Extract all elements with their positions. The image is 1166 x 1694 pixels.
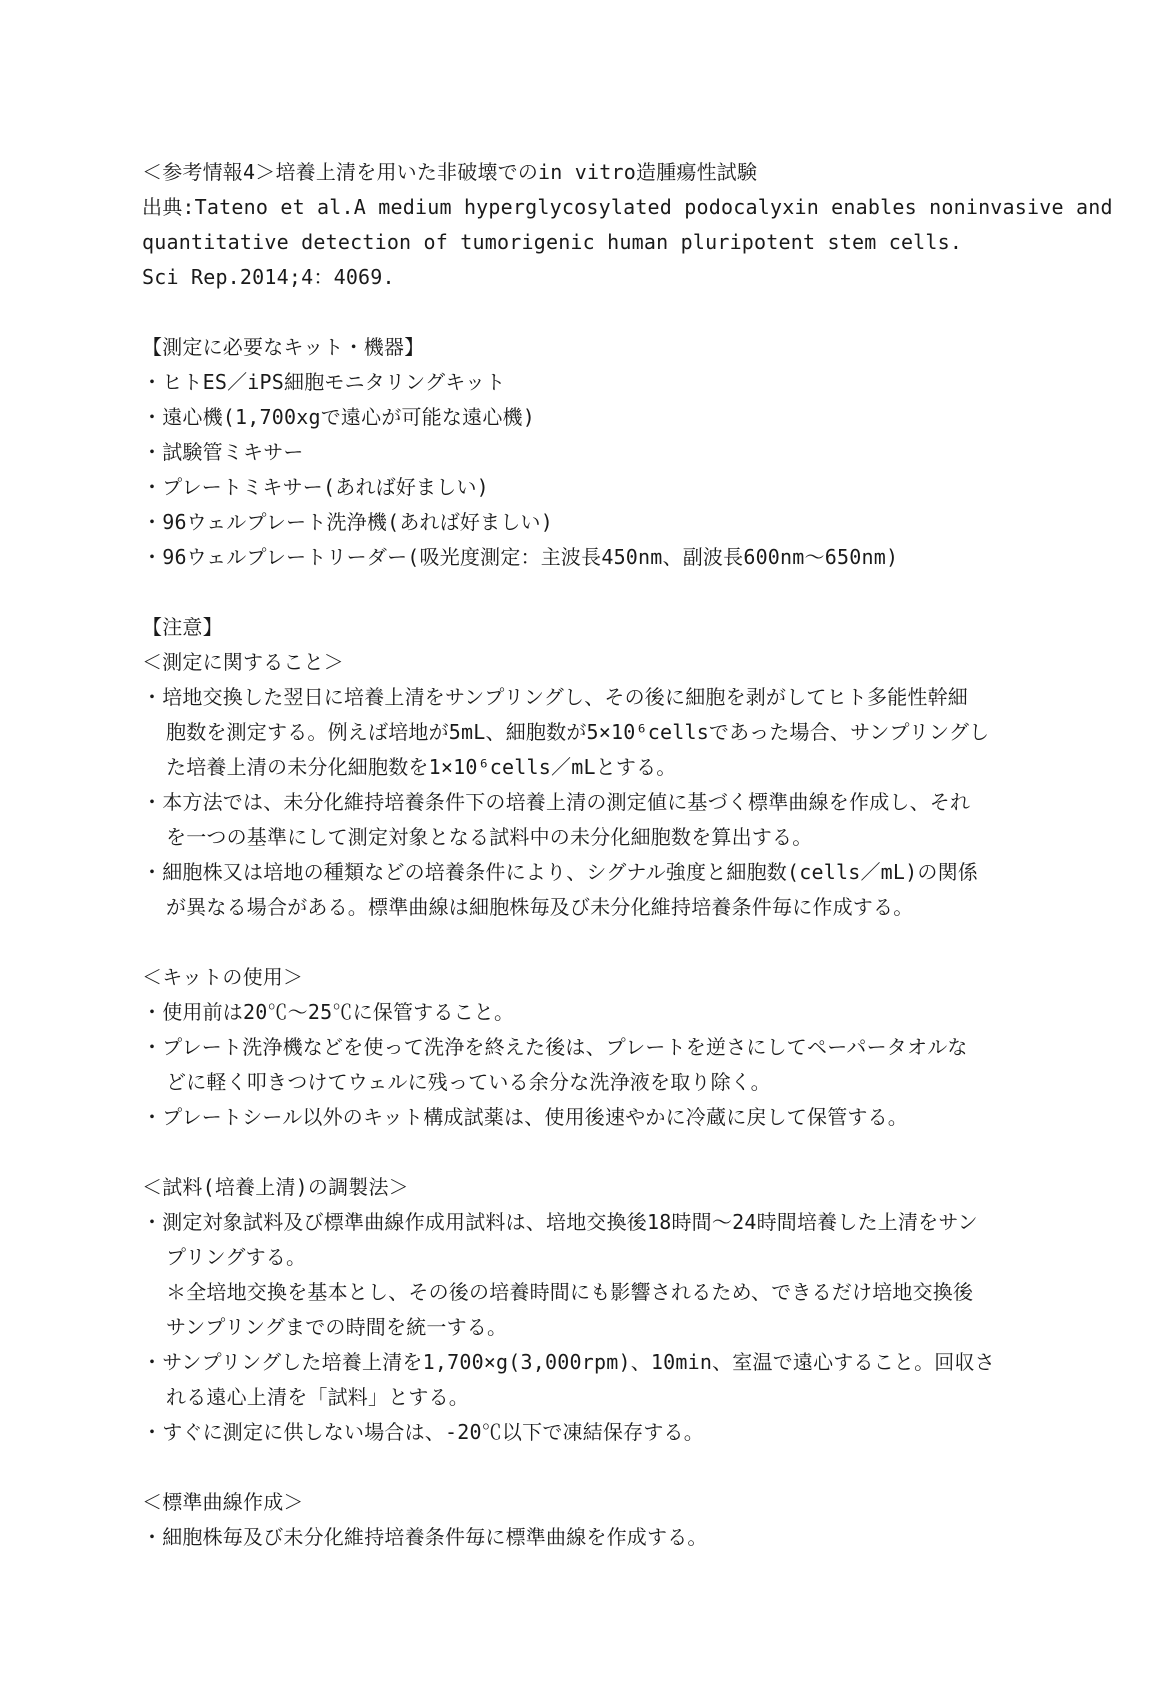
spacer (142, 295, 1034, 330)
kit-usage-item-2-line-2: どに軽く叩きつけてウェルに残っている余分な洗浄液を取り除く。 (166, 1070, 771, 1094)
kit-item: ・遠心機(1,700xgで遠心が可能な遠心機) (142, 405, 535, 429)
kit-usage-subheading: ＜キットの使用＞ (142, 965, 304, 989)
kit-usage-item-3: ・プレートシール以外のキット構成試薬は、使用後速やかに冷蔵に戻して保管する。 (142, 1105, 908, 1129)
citation-line-3: Sci Rep.2014;4：4069. (142, 265, 395, 289)
kit-item: ・試験管ミキサー (142, 440, 304, 464)
kit-usage-item-1: ・使用前は20℃～25℃に保管すること。 (142, 1000, 515, 1024)
standard-curve-subheading: ＜標準曲線作成＞ (142, 1490, 304, 1514)
sample-prep-note-line-2: サンプリングまでの時間を統一する。 (166, 1315, 508, 1339)
kit-item: ・96ウェルプレートリーダー(吸光度測定：主波長450nm、副波長600nm～650nm) (142, 545, 899, 569)
sample-prep-item-1-line-1: ・測定対象試料及び標準曲線作成用試料は、培地交換後18時間～24時間培養した上清をサン (142, 1210, 978, 1234)
citation-line-2: quantitative detection of tumorigenic human pluripotent stem cells. (142, 230, 963, 254)
standard-curve-item-1: ・細胞株毎及び未分化維持培養条件毎に標準曲線を作成する。 (142, 1525, 708, 1549)
citation-line-1: 出典:Tateno et al.A medium hyperglycosylated podocalyxin enables noninvasive and (142, 195, 1113, 219)
measurement-item-1-line-2: 胞数を測定する。例えば培地が5mL、細胞数が5×10⁶cellsであった場合、サンプリングし (166, 720, 990, 744)
document-title: ＜参考情報4＞培養上清を用いた非破壊でのin vitro造腫瘍性試験 (142, 160, 758, 184)
kit-section-heading: 【測定に必要なキット・機器】 (142, 335, 425, 359)
kit-item: ・ヒトES／iPS細胞モニタリングキット (142, 370, 506, 394)
sample-prep-item-2-line-2: れる遠心上清を「試料」とする。 (166, 1385, 469, 1409)
measurement-item-1-line-1: ・培地交換した翌日に培養上清をサンプリングし、その後に細胞を剥がしてヒト多能性幹細 (142, 685, 968, 709)
kit-item: ・プレートミキサー(あれば好ましい) (142, 475, 489, 499)
spacer (142, 1135, 1034, 1170)
sample-prep-item-1-line-2: プリングする。 (166, 1245, 307, 1269)
sample-prep-subheading: ＜試料(培養上清)の調製法＞ (142, 1175, 409, 1199)
kit-item: ・96ウェルプレート洗浄機(あれば好ましい) (142, 510, 553, 534)
measurement-item-3-line-1: ・細胞株又は培地の種類などの培養条件により、シグナル強度と細胞数(cells／mL)の関係 (142, 860, 978, 884)
document-body (142, 155, 1113, 1555)
sample-prep-item-3: ・すぐに測定に供しない場合は、-20℃以下で凍結保存する。 (142, 1420, 704, 1444)
spacer (142, 925, 1034, 960)
measurement-item-3-line-2: が異なる場合がある。標準曲線は細胞株毎及び未分化維持培養条件毎に作成する。 (166, 895, 914, 919)
kit-usage-item-2-line-1: ・プレート洗浄機などを使って洗浄を終えた後は、プレートを逆さにしてペーパータオルな (142, 1035, 968, 1059)
spacer (142, 1450, 1034, 1485)
measurement-item-1-line-3: た培養上清の未分化細胞数を1×10⁶cells／mLとする。 (166, 755, 677, 779)
spacer (142, 575, 1034, 610)
measurement-item-2-line-2: を一つの基準にして測定対象となる試料中の未分化細胞数を算出する。 (166, 825, 813, 849)
sample-prep-item-2-line-1: ・サンプリングした培養上清を1,700×g(3,000rpm)、10min、室温で遠心すること。回収さ (142, 1350, 995, 1374)
measurement-item-2-line-1: ・本方法では、未分化維持培養条件下の培養上清の測定値に基づく標準曲線を作成し、それ (142, 790, 971, 814)
caution-heading: 【注意】 (142, 615, 223, 639)
measurement-subheading: ＜測定に関すること＞ (142, 650, 344, 674)
sample-prep-note-line-1: ＊全培地交換を基本とし、その後の培養時間にも影響されるため、できるだけ培地交換後 (166, 1280, 974, 1304)
